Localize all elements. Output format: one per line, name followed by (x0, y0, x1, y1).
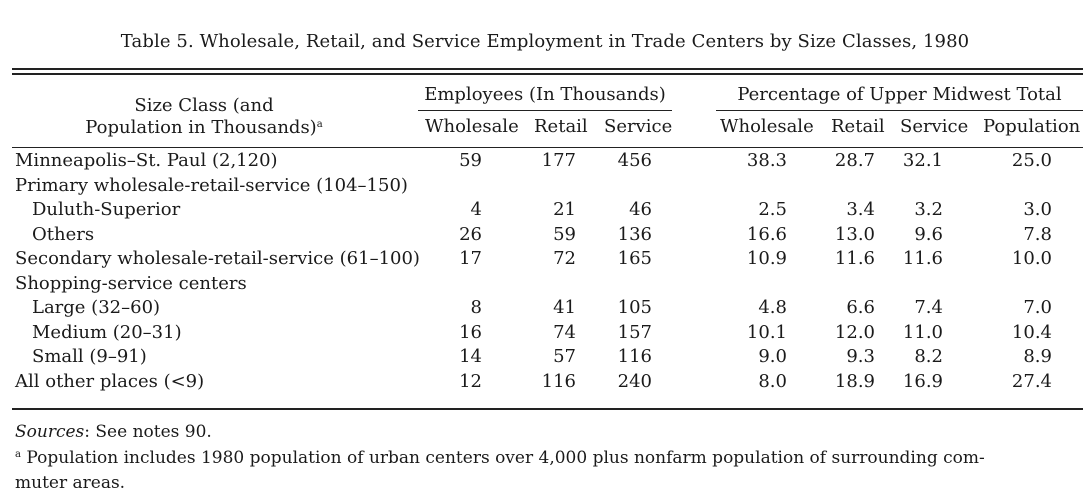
cell-pct-population: 3.0 (1023, 199, 1052, 220)
cell-pct-population: 10.0 (1011, 248, 1052, 269)
cell-emp-wholesale: 14 (459, 346, 482, 367)
col-header-emp-service: Service (604, 116, 673, 137)
cell-pct-retail: 6.6 (846, 297, 875, 318)
row-label: All other places (<9) (15, 370, 205, 392)
cell-pct-wholesale: 4.8 (758, 297, 787, 318)
cell-pct-retail: 9.3 (846, 346, 875, 367)
cell-emp-service: 165 (617, 248, 652, 269)
top-rule (12, 68, 1083, 70)
footnote-line2: muter areas. (15, 473, 126, 493)
col-header-emp-retail: Retail (534, 116, 588, 137)
cell-pct-retail: 11.6 (834, 248, 875, 269)
cell-pct-wholesale: 9.0 (758, 346, 787, 367)
employees-group-header: Employees (In Thousands) (424, 84, 666, 105)
row-label: Small (9–91) (32, 346, 147, 367)
row-label: Duluth-Superior (32, 199, 181, 220)
cell-emp-retail: 74 (553, 321, 576, 343)
cell-pct-service: 9.6 (914, 223, 943, 245)
cell-pct-wholesale: 38.3 (746, 150, 787, 171)
cell-emp-retail: 57 (553, 346, 576, 367)
cell-emp-service: 136 (617, 223, 652, 245)
cell-pct-population: 7.8 (1023, 223, 1052, 245)
cell-emp-retail: 177 (541, 150, 576, 171)
cell-emp-wholesale: 16 (459, 321, 482, 343)
footnote-line1: $^a$ Population includes 1980 population of urban centers over 4,000 plus nonfarm population of surrounding com- (15, 448, 985, 468)
bottom-rule (12, 408, 1083, 410)
col-header-pct-retail: Retail (831, 116, 885, 137)
cell-emp-wholesale: 17 (459, 248, 482, 269)
cell-pct-service: 7.4 (914, 297, 943, 318)
cell-pct-retail: 12.0 (834, 321, 875, 343)
cell-emp-wholesale: 59 (459, 150, 482, 171)
employees-group-rule (418, 110, 672, 111)
cell-pct-wholesale: 8.0 (758, 370, 787, 392)
cell-pct-population: 25.0 (1011, 150, 1052, 171)
cell-pct-service: 16.9 (902, 370, 943, 392)
size-class-header-line1: Size Class (and (134, 95, 274, 116)
cell-pct-retail: 3.4 (846, 199, 875, 220)
cell-emp-service: 456 (617, 150, 652, 171)
cell-emp-wholesale: 26 (459, 223, 482, 245)
row-label: Medium (20–31) (32, 321, 182, 343)
cell-pct-wholesale: 10.9 (746, 248, 787, 269)
cell-emp-wholesale: 4 (470, 199, 482, 220)
cell-pct-service: 32.1 (902, 150, 943, 171)
cell-emp-retail: 41 (553, 297, 576, 318)
cell-pct-wholesale: 10.1 (746, 321, 787, 343)
cell-pct-population: 7.0 (1023, 297, 1052, 318)
cell-emp-service: 157 (617, 321, 652, 343)
cell-pct-retail: 13.0 (834, 223, 875, 245)
header-rule (12, 147, 1083, 148)
cell-pct-population: 8.9 (1023, 346, 1052, 367)
col-header-pct-service: Service (900, 116, 969, 137)
cell-pct-service: 8.2 (914, 346, 943, 367)
cell-emp-service: 46 (629, 199, 652, 220)
row-label: Primary wholesale-retail-service (104–150) (15, 174, 408, 196)
size-class-header-line2: Population in Thousands)$^a$ (85, 117, 323, 138)
cell-emp-service: 105 (617, 297, 652, 318)
cell-pct-retail: 18.9 (834, 370, 875, 392)
percentage-group-header: Percentage of Upper Midwest Total (737, 84, 1062, 105)
cell-pct-population: 10.4 (1011, 321, 1052, 343)
cell-pct-service: 11.6 (902, 248, 943, 269)
cell-emp-retail: 72 (553, 248, 576, 269)
percentage-group-rule (716, 110, 1083, 111)
row-label: Shopping-service centers (15, 272, 247, 294)
col-header-pct-population: Population (983, 116, 1081, 137)
row-label: Large (32–60) (32, 297, 161, 318)
cell-emp-service: 116 (617, 346, 652, 367)
footnote-marker: a (316, 119, 323, 130)
col-header-emp-wholesale: Wholesale (425, 116, 519, 137)
col-header-pct-wholesale: Wholesale (720, 116, 814, 137)
sources-note: Sources: See notes 90. (15, 422, 212, 442)
cell-emp-wholesale: 8 (470, 297, 482, 318)
cell-emp-retail: 21 (553, 199, 576, 220)
cell-pct-retail: 28.7 (834, 150, 875, 171)
cell-emp-retail: 59 (553, 223, 576, 245)
cell-emp-wholesale: 12 (459, 370, 482, 392)
row-label: Secondary wholesale-retail-service (61–100) (15, 248, 420, 269)
row-label: Minneapolis–St. Paul (2,120) (15, 150, 278, 171)
cell-pct-service: 11.0 (902, 321, 943, 343)
cell-pct-wholesale: 2.5 (758, 199, 787, 220)
table-title: Table 5. Wholesale, Retail, and Service Employment in Trade Centers by Size Classes, 1980 (120, 31, 970, 52)
cell-emp-retail: 116 (541, 370, 576, 392)
cell-pct-wholesale: 16.6 (746, 223, 787, 245)
row-label: Others (32, 223, 95, 245)
cell-pct-population: 27.4 (1011, 370, 1052, 392)
top-rule-double (12, 73, 1083, 75)
cell-pct-service: 3.2 (914, 199, 943, 220)
cell-emp-service: 240 (617, 370, 652, 392)
